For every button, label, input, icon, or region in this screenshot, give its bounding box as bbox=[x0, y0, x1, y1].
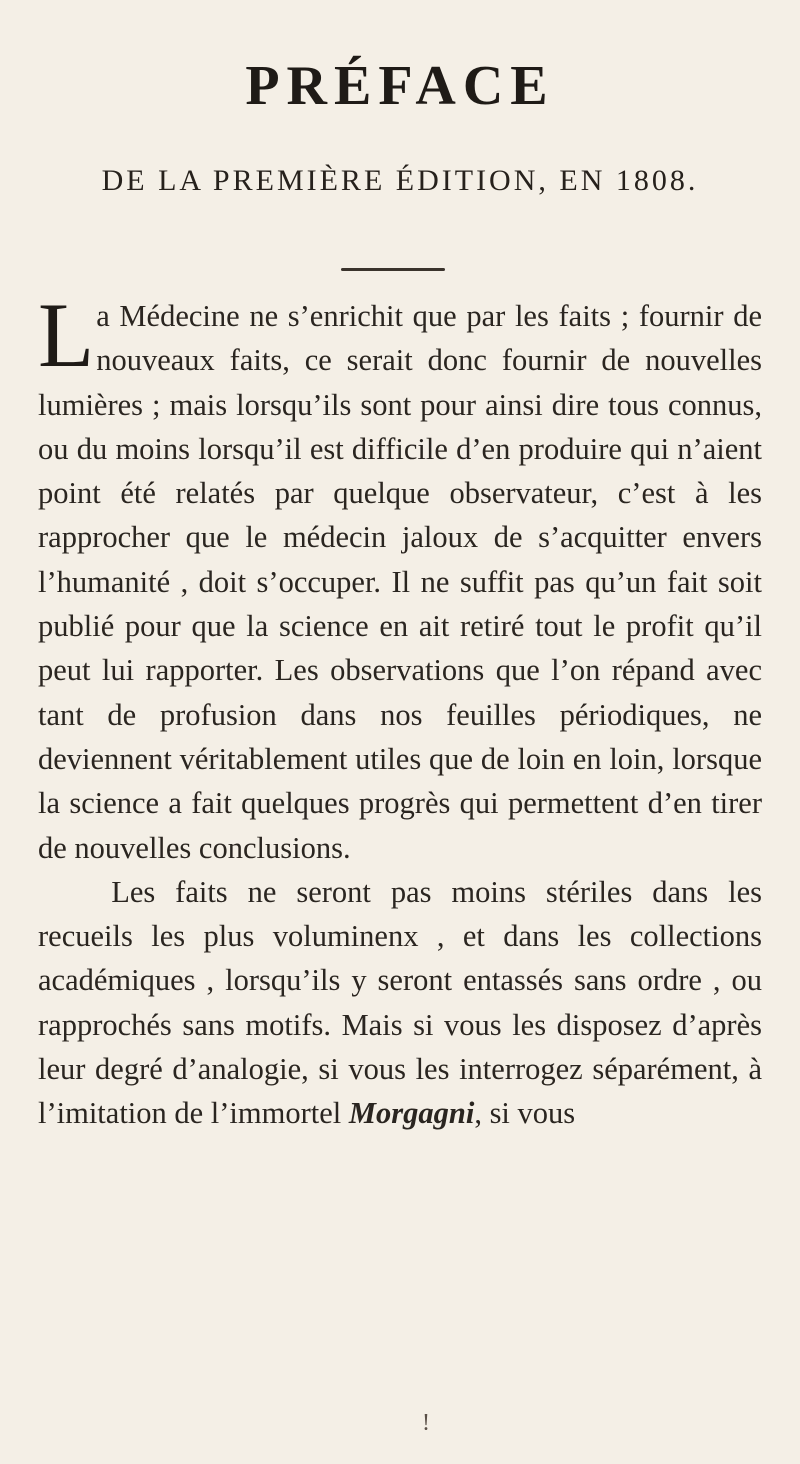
page-signature-mark: ! bbox=[422, 1410, 430, 1436]
page-title: PRÉFACE bbox=[245, 55, 555, 117]
paragraph-1 bbox=[38, 284, 762, 870]
paragraph-1-text: a Médecine ne s’enrichit que par les faits ; fournir de nouveaux faits, ce serait donc fournir de nouvelles lumières ; mais lorsqu’ils sont pour ainsi dire tous connus, ou du moins lorsqu’il est difficile d’en produire qui n’aient point été relatés par quelque observateur, c’est à les rapprocher que le médecin jaloux de s’acquitter envers l’humanité , doit s’occuper. Il ne suffit pas qu’un fait soit publié pour que la science en ait retiré tout le profit qu’il peut lui rapporter. Les observations que l’on répand avec tant de profusion dans nos feuilles périodiques, ne deviennent véritablement utiles que de loin en loin, lorsque la science a fait quelques progrès qui permettent d’en tirer de nouvelles conclusions. bbox=[38, 299, 762, 865]
paragraph-2-tail: , si vous bbox=[474, 1096, 576, 1131]
divider-rule bbox=[341, 268, 445, 271]
paragraph-2-text: Les faits ne seront pas moins stériles dans les recueils les plus voluminenx , et dans les collections académiques , lorsqu’ils y seront entassés sans ordre , ou rapprochés sans motifs. Mais si vous les disposez d’après leur degré d’analogie, si vous les interrogez séparément, à l’imitation de l’immortel bbox=[38, 874, 762, 1131]
body-text bbox=[38, 284, 762, 1136]
drop-cap: L bbox=[38, 284, 95, 386]
page-subtitle: DE LA PREMIÈRE ÉDITION, EN 1808. bbox=[101, 164, 699, 197]
paragraph-2 bbox=[38, 870, 762, 1136]
italic-name: Morgagni bbox=[348, 1096, 475, 1131]
